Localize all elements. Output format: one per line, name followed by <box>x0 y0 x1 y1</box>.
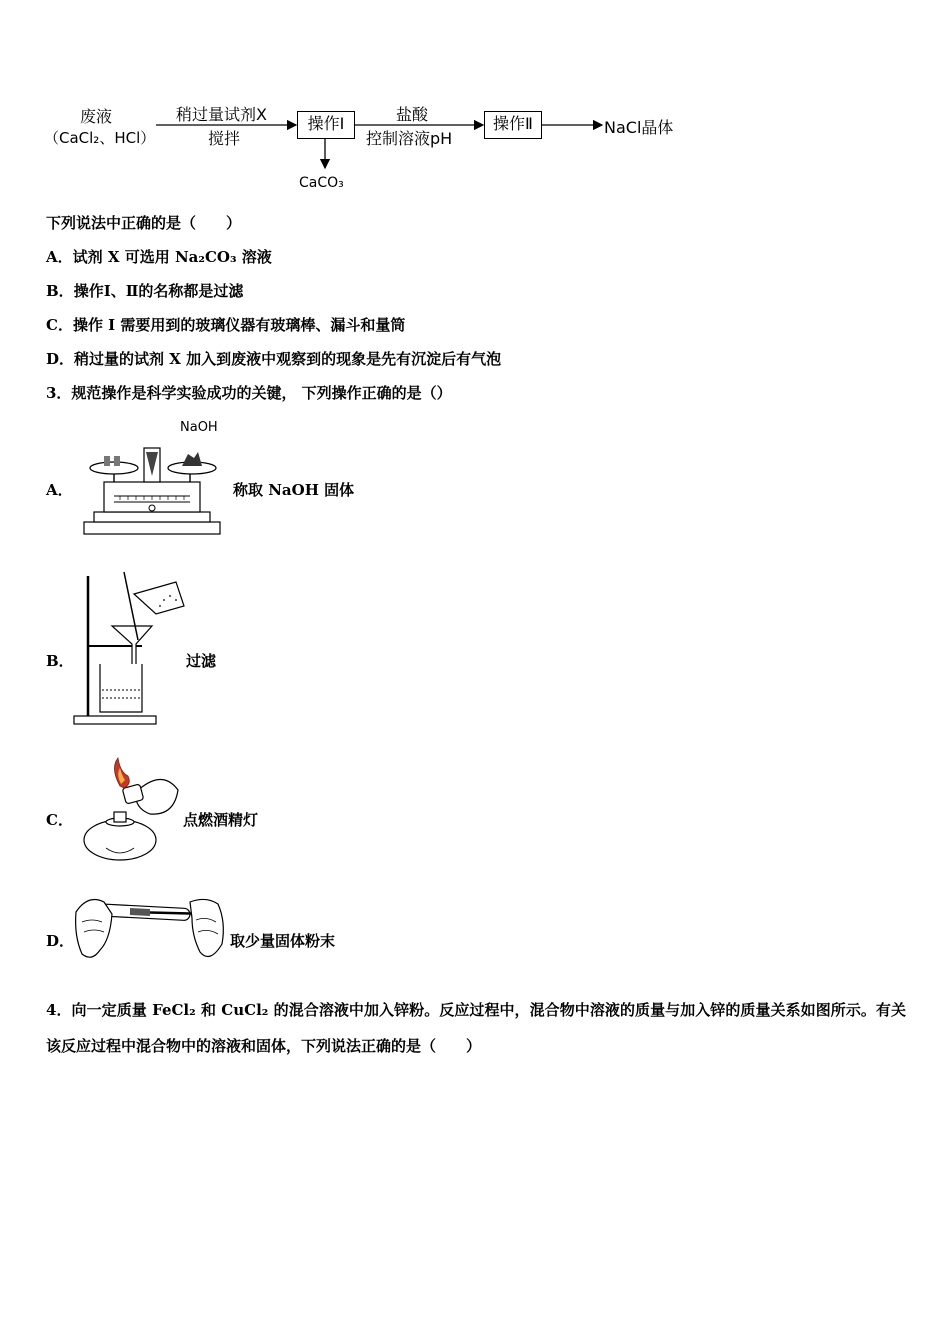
option-text: 稍过量的试剂 X 加入到废液中观察到的现象是先有沉淀后有气泡 <box>74 350 502 368</box>
q2-stem: 下列说法中正确的是（ ） <box>46 214 242 232</box>
operation-1-box: 操作Ⅰ <box>297 111 355 139</box>
balance-illustration <box>80 438 230 538</box>
q3-stem: 3．规范操作是科学实验成功的关键， 下列操作正确的是（） <box>46 384 452 402</box>
q3-option-c-label[interactable]: C． <box>46 811 73 829</box>
q3-option-b-text: 过滤 <box>186 652 217 670</box>
arrow2-ph-label: 控制溶液pH <box>366 129 453 148</box>
option-text: 试剂 X 可选用 Na₂CO₃ 溶液 <box>72 248 272 266</box>
option-label: D． <box>46 350 75 368</box>
q3-option-d-label[interactable]: D． <box>46 932 75 950</box>
option-label: B． <box>46 282 74 300</box>
q2-option-d[interactable] <box>46 348 501 369</box>
waste-contents: （CaCl₂、HCl） <box>44 129 156 147</box>
q3-option-a-label[interactable]: A． <box>46 481 73 499</box>
option-text: 操作Ⅰ、Ⅱ的名称都是过滤 <box>73 282 244 300</box>
q2-option-a[interactable] <box>46 246 272 267</box>
option-label: A． <box>46 248 73 266</box>
q3-option-d-text: 取少量固体粉末 <box>230 932 336 950</box>
q3-option-a-text: 称取 NaOH 固体 <box>233 481 355 499</box>
operation-2-box: 操作Ⅱ <box>484 111 542 139</box>
filtration-illustration <box>72 570 192 730</box>
alcohol-lamp-illustration <box>76 756 186 866</box>
q3-option-c-text: 点燃酒精灯 <box>183 811 259 829</box>
arrow1-reagent-label: 稍过量试剂X <box>176 105 267 124</box>
q4-stem: 4．向一定质量 FeCl₂ 和 CuCl₂ 的混合溶液中加入锌粉。反应过程中，混合物中溶液的质量与加入锌的质量关系如图所示。有关该反应过程中混合物中的溶液和固体，下列说法正确的是（ ） <box>46 1001 906 1055</box>
q2-option-b[interactable] <box>46 280 243 301</box>
option-label: C． <box>46 316 73 334</box>
flowchart-arrows <box>0 0 950 200</box>
q3-option-b-label[interactable]: B． <box>46 652 74 670</box>
naoh-figure-label: NaOH <box>180 420 218 435</box>
powder-sampling-illustration <box>70 892 230 972</box>
arrow2-acid-label: 盐酸 <box>396 105 429 124</box>
waste-label: 废液 <box>80 107 113 126</box>
q2-option-c[interactable] <box>46 314 405 335</box>
option-text: 操作 I 需要用到的玻璃仪器有玻璃棒、漏斗和量筒 <box>72 316 406 334</box>
product-label: NaCl晶体 <box>604 118 674 137</box>
caco3-output-label: CaCO₃ <box>299 175 344 191</box>
arrow1-stir-label: 搅拌 <box>208 129 241 148</box>
